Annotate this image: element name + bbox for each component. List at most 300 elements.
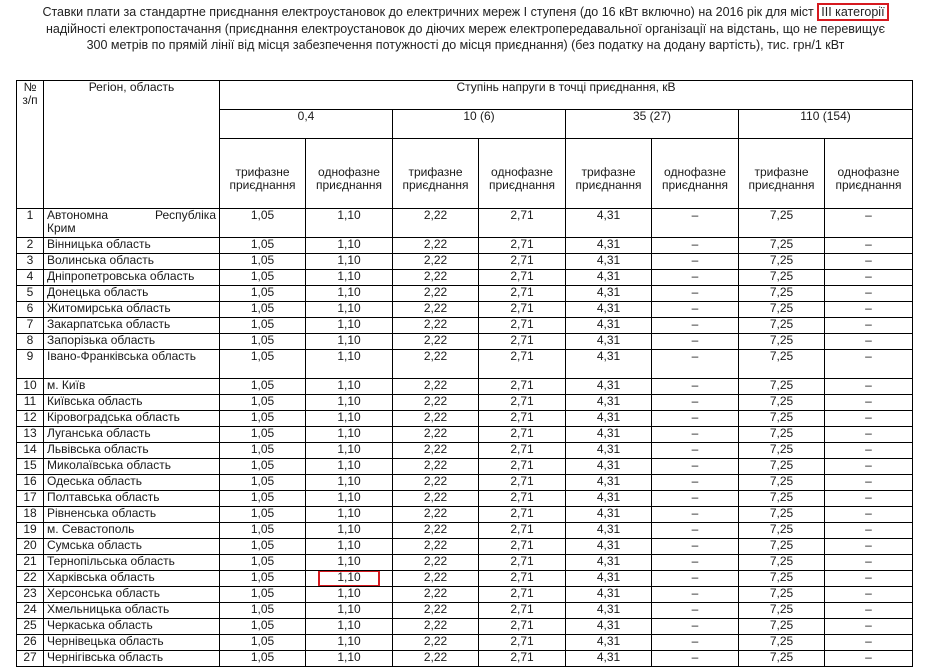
rate-cell: 1,10 [306, 302, 393, 318]
rate-cell: 4,31 [566, 523, 652, 539]
row-number: 22 [17, 571, 44, 587]
single-phase-header: однофазне приєднання [479, 139, 566, 209]
rate-cell: 2,71 [479, 379, 566, 395]
row-number: 10 [17, 379, 44, 395]
rate-cell: 2,22 [393, 539, 479, 555]
rate-cell: 1,05 [220, 379, 306, 395]
rate-cell: 7,25 [739, 286, 825, 302]
rate-cell: 1,10 [306, 443, 393, 459]
rate-cell: 2,22 [393, 491, 479, 507]
table-row [17, 619, 913, 635]
rate-cell: 7,25 [739, 395, 825, 411]
rate-cell: – [652, 411, 739, 427]
rate-cell: 2,22 [393, 427, 479, 443]
rate-cell: 2,22 [393, 443, 479, 459]
rate-cell: 1,10 [306, 539, 393, 555]
rate-cell: – [825, 571, 913, 587]
table-row [17, 603, 913, 619]
rate-cell: 1,10 [306, 475, 393, 491]
table-row [17, 475, 913, 491]
rate-cell: – [652, 238, 739, 254]
rate-cell: 2,71 [479, 635, 566, 651]
row-number: 27 [17, 651, 44, 667]
rate-cell: – [652, 651, 739, 667]
rate-cell: 4,31 [566, 635, 652, 651]
title-line3: 300 метрів по прямій лінії від місця забезпечення потужності до місця приєднання) (без податку на додану вартість), тис. грн/1 кВт [86, 38, 845, 52]
rate-cell: 1,05 [220, 635, 306, 651]
region-name: Донецька область [44, 286, 220, 302]
table-row [17, 443, 913, 459]
rate-cell: – [652, 603, 739, 619]
rate-cell: 2,71 [479, 318, 566, 334]
rate-cell: 7,25 [739, 507, 825, 523]
document-title [0, 3, 931, 53]
rate-cell: 1,10 [306, 603, 393, 619]
rate-cell: 2,71 [479, 507, 566, 523]
table-row [17, 286, 913, 302]
rate-cell: – [652, 334, 739, 350]
col-header-voltage: Ступінь напруги в точці приєднання, кВ [220, 81, 913, 110]
rate-cell: 2,71 [479, 539, 566, 555]
region-name: Київська область [44, 395, 220, 411]
row-number: 23 [17, 587, 44, 603]
table-row [17, 491, 913, 507]
rate-cell: – [652, 209, 739, 238]
rate-cell: 2,22 [393, 286, 479, 302]
rate-cell: – [652, 475, 739, 491]
rate-cell: 2,22 [393, 459, 479, 475]
rate-cell: – [652, 379, 739, 395]
rate-cell: 1,10 [306, 270, 393, 286]
three-phase-header: трифазне приєднання [220, 139, 306, 209]
row-number: 24 [17, 603, 44, 619]
rate-cell: 4,31 [566, 555, 652, 571]
rate-cell: 2,22 [393, 350, 479, 379]
row-number: 20 [17, 539, 44, 555]
region-name: Запорізька область [44, 334, 220, 350]
rate-cell: 1,10 [306, 238, 393, 254]
row-number: 15 [17, 459, 44, 475]
rate-cell: – [825, 254, 913, 270]
region-name: Житомирська область [44, 302, 220, 318]
region-name: Львівська область [44, 443, 220, 459]
rate-cell: – [825, 395, 913, 411]
rate-cell: – [652, 395, 739, 411]
highlighted-category: ІІІ категорії [817, 3, 888, 21]
rate-cell: – [652, 507, 739, 523]
rate-cell: 1,10 [306, 209, 393, 238]
region-name: м. Київ [44, 379, 220, 395]
region-name: Закарпатська область [44, 318, 220, 334]
rate-cell: 2,22 [393, 619, 479, 635]
rate-cell: 1,05 [220, 539, 306, 555]
region-name: Черкаська область [44, 619, 220, 635]
rate-cell: – [825, 459, 913, 475]
single-phase-header: однофазне приєднання [306, 139, 393, 209]
rate-cell: – [825, 318, 913, 334]
row-number: 17 [17, 491, 44, 507]
region-name: м. Севастополь [44, 523, 220, 539]
rate-cell: 1,05 [220, 427, 306, 443]
rate-cell: 2,22 [393, 571, 479, 587]
rate-cell: 2,71 [479, 350, 566, 379]
voltage-110: 110 (154) [739, 110, 913, 139]
rate-cell: 2,22 [393, 411, 479, 427]
rate-cell: 1,05 [220, 395, 306, 411]
rate-cell: 1,10 [306, 619, 393, 635]
region-name: Тернопільська область [44, 555, 220, 571]
table-row [17, 523, 913, 539]
rate-cell: – [652, 427, 739, 443]
rate-cell: – [652, 523, 739, 539]
row-number: 16 [17, 475, 44, 491]
rate-cell: 1,05 [220, 475, 306, 491]
single-phase-header: однофазне приєднання [825, 139, 913, 209]
rate-cell: 2,71 [479, 302, 566, 318]
region-name: Харківська область [44, 571, 220, 587]
table-row [17, 209, 913, 238]
rate-cell: 1,10 [306, 254, 393, 270]
rate-cell: 7,25 [739, 379, 825, 395]
rate-cell: 7,25 [739, 334, 825, 350]
table-row [17, 238, 913, 254]
rate-cell: 2,71 [479, 427, 566, 443]
rate-cell: 1,10 [306, 459, 393, 475]
rate-cell: 2,22 [393, 302, 479, 318]
row-number: 18 [17, 507, 44, 523]
rate-cell: – [652, 571, 739, 587]
region-name: Автономна Республіка Крим [44, 209, 220, 238]
region-name: Волинська область [44, 254, 220, 270]
rate-cell: 1,05 [220, 334, 306, 350]
rate-cell: 7,25 [739, 238, 825, 254]
rate-cell: 1,05 [220, 270, 306, 286]
rate-cell: 4,31 [566, 443, 652, 459]
row-number: 14 [17, 443, 44, 459]
rate-cell: 1,10 [306, 635, 393, 651]
rate-cell: 4,31 [566, 427, 652, 443]
row-number: 12 [17, 411, 44, 427]
region-name: Одеська область [44, 475, 220, 491]
region-name: Чернівецька область [44, 635, 220, 651]
rate-cell: – [825, 238, 913, 254]
rate-cell: 1,10 [306, 651, 393, 667]
rate-cell: – [825, 334, 913, 350]
rate-cell: 2,22 [393, 603, 479, 619]
rate-cell: 1,10 [306, 286, 393, 302]
rate-cell: – [825, 539, 913, 555]
rate-cell: 2,22 [393, 395, 479, 411]
rate-cell: 2,71 [479, 443, 566, 459]
rate-cell: 2,22 [393, 635, 479, 651]
rate-cell: 2,71 [479, 651, 566, 667]
rate-cell: 4,31 [566, 318, 652, 334]
table-row [17, 539, 913, 555]
rate-cell: 2,22 [393, 270, 479, 286]
table-row [17, 571, 913, 587]
rate-cell: 1,10 [306, 334, 393, 350]
rate-cell: 2,71 [479, 286, 566, 302]
region-name: Миколаївська область [44, 459, 220, 475]
table-row [17, 334, 913, 350]
rate-cell: 1,10 [306, 571, 393, 587]
row-number: 8 [17, 334, 44, 350]
region-name: Херсонська область [44, 587, 220, 603]
rate-cell: 2,22 [393, 507, 479, 523]
rate-cell: – [825, 270, 913, 286]
rate-cell: 4,31 [566, 395, 652, 411]
rate-cell: 4,31 [566, 603, 652, 619]
rate-cell: – [825, 475, 913, 491]
row-number: 13 [17, 427, 44, 443]
rate-cell: 1,10 [306, 411, 393, 427]
table-row [17, 651, 913, 667]
rate-cell: 4,31 [566, 350, 652, 379]
voltage-35: 35 (27) [566, 110, 739, 139]
table-row [17, 555, 913, 571]
rate-cell: – [652, 286, 739, 302]
single-phase-header: однофазне приєднання [652, 139, 739, 209]
row-number: 26 [17, 635, 44, 651]
region-name: Кіровоградська область [44, 411, 220, 427]
rate-cell: 1,05 [220, 302, 306, 318]
table-body [17, 209, 913, 667]
rate-cell: – [652, 270, 739, 286]
rate-cell: – [825, 587, 913, 603]
rate-cell: 4,31 [566, 571, 652, 587]
rate-cell: – [652, 350, 739, 379]
rate-cell: 1,05 [220, 238, 306, 254]
rate-cell: 7,25 [739, 635, 825, 651]
table-row [17, 587, 913, 603]
row-number: 6 [17, 302, 44, 318]
rate-cell: 4,31 [566, 475, 652, 491]
rate-cell: 7,25 [739, 571, 825, 587]
rate-cell: – [825, 651, 913, 667]
rate-cell: – [652, 459, 739, 475]
table-row [17, 302, 913, 318]
rate-cell: 7,25 [739, 209, 825, 238]
table-row [17, 254, 913, 270]
rate-cell: 2,71 [479, 475, 566, 491]
rate-cell: 4,31 [566, 379, 652, 395]
table-row [17, 459, 913, 475]
rate-cell: – [825, 302, 913, 318]
three-phase-header: трифазне приєднання [393, 139, 479, 209]
rate-cell: 1,10 [306, 587, 393, 603]
rate-cell: 1,05 [220, 555, 306, 571]
table-row [17, 350, 913, 379]
table-row [17, 395, 913, 411]
rate-cell: – [652, 302, 739, 318]
rate-cell: 2,71 [479, 491, 566, 507]
region-name: Дніпропетровська область [44, 270, 220, 286]
col-header-number: № з/п [17, 81, 44, 209]
rate-cell: 1,10 [306, 427, 393, 443]
rate-cell: 1,05 [220, 507, 306, 523]
rate-cell: 2,22 [393, 379, 479, 395]
rate-cell: 1,05 [220, 523, 306, 539]
rate-cell: – [825, 427, 913, 443]
row-number: 3 [17, 254, 44, 270]
rate-cell: 4,31 [566, 254, 652, 270]
rate-cell: 2,22 [393, 238, 479, 254]
rate-cell: 2,71 [479, 523, 566, 539]
rate-cell: 2,22 [393, 555, 479, 571]
row-number: 19 [17, 523, 44, 539]
rate-cell: 2,71 [479, 571, 566, 587]
row-number: 21 [17, 555, 44, 571]
rate-cell: 7,25 [739, 443, 825, 459]
rate-cell: 2,22 [393, 523, 479, 539]
region-name: Луганська область [44, 427, 220, 443]
title-line1: Ставки плати за стандартне приєднання електроустановок до електричних мереж І ступеня (до 16 кВт включно) на 2016 рік для міст ІІІ категорії [42, 5, 888, 19]
rate-cell: 1,05 [220, 603, 306, 619]
rate-cell: 1,10 [306, 555, 393, 571]
rate-cell: 2,22 [393, 334, 479, 350]
title-line2: надійності електропостачання (приєднання електроустановок до діючих мереж електропередавальної організації на відстань, що не перевищує [46, 22, 885, 36]
rate-cell: – [652, 619, 739, 635]
rate-cell: – [825, 443, 913, 459]
rate-cell: – [652, 635, 739, 651]
rate-cell: – [652, 539, 739, 555]
rate-cell: 1,10 [306, 523, 393, 539]
rate-cell: 1,05 [220, 286, 306, 302]
rate-cell: 2,71 [479, 459, 566, 475]
voltage-0-4: 0,4 [220, 110, 393, 139]
rate-cell: 7,25 [739, 270, 825, 286]
voltage-10: 10 (6) [393, 110, 566, 139]
row-number: 2 [17, 238, 44, 254]
rate-cell: 2,71 [479, 603, 566, 619]
rate-cell: 2,22 [393, 475, 479, 491]
rate-cell: 1,05 [220, 209, 306, 238]
rate-cell: 7,25 [739, 459, 825, 475]
rate-cell: 4,31 [566, 270, 652, 286]
rate-cell: – [825, 350, 913, 379]
rate-cell: 1,05 [220, 491, 306, 507]
rate-cell: 1,10 [306, 395, 393, 411]
rate-cell: – [825, 286, 913, 302]
rate-cell: – [825, 603, 913, 619]
region-name: Івано-Франківська область [44, 350, 220, 379]
three-phase-header: трифазне приєднання [566, 139, 652, 209]
rate-cell: 4,31 [566, 587, 652, 603]
rate-cell: 1,05 [220, 411, 306, 427]
rate-cell: 7,25 [739, 411, 825, 427]
rate-cell: – [652, 555, 739, 571]
rate-cell: 4,31 [566, 651, 652, 667]
rate-cell: 4,31 [566, 209, 652, 238]
rate-cell: – [825, 491, 913, 507]
rate-cell: 7,25 [739, 350, 825, 379]
table-row [17, 427, 913, 443]
rate-cell: 7,25 [739, 491, 825, 507]
table-row [17, 270, 913, 286]
rate-cell: 4,31 [566, 334, 652, 350]
rate-cell: 2,22 [393, 209, 479, 238]
rate-cell: 1,10 [306, 350, 393, 379]
row-number: 1 [17, 209, 44, 238]
rate-cell: – [825, 411, 913, 427]
rate-cell: 1,05 [220, 571, 306, 587]
rate-cell: 7,25 [739, 318, 825, 334]
rate-cell: 1,10 [306, 491, 393, 507]
rate-cell: 1,05 [220, 443, 306, 459]
rate-cell: 2,22 [393, 318, 479, 334]
col-header-region: Регіон, область [44, 81, 220, 209]
region-name: Сумська область [44, 539, 220, 555]
row-number: 11 [17, 395, 44, 411]
rate-cell: 2,22 [393, 254, 479, 270]
rate-cell: 2,71 [479, 270, 566, 286]
rate-cell: 1,10 [306, 507, 393, 523]
rate-cell: – [825, 555, 913, 571]
rate-cell: 1,10 [306, 318, 393, 334]
rate-cell: 2,71 [479, 395, 566, 411]
rate-cell: – [825, 635, 913, 651]
rate-cell: 2,71 [479, 209, 566, 238]
rate-cell: 1,05 [220, 254, 306, 270]
rate-cell: 1,05 [220, 318, 306, 334]
rate-cell: 7,25 [739, 254, 825, 270]
rate-cell: 4,31 [566, 539, 652, 555]
rate-cell: 7,25 [739, 427, 825, 443]
rate-cell: 7,25 [739, 475, 825, 491]
rate-cell: 2,71 [479, 238, 566, 254]
rate-cell: 2,71 [479, 334, 566, 350]
rate-cell: 7,25 [739, 523, 825, 539]
rate-cell: 1,05 [220, 459, 306, 475]
rate-cell: 7,25 [739, 587, 825, 603]
rate-cell: 2,22 [393, 651, 479, 667]
rate-cell: 2,71 [479, 254, 566, 270]
rate-cell: – [825, 619, 913, 635]
rate-cell: 4,31 [566, 459, 652, 475]
rate-cell: 2,71 [479, 555, 566, 571]
three-phase-header: трифазне приєднання [739, 139, 825, 209]
rate-cell: 2,22 [393, 587, 479, 603]
rate-cell: 2,71 [479, 587, 566, 603]
region-name: Хмельницька область [44, 603, 220, 619]
rate-cell: 2,71 [479, 411, 566, 427]
table-row [17, 411, 913, 427]
rate-cell: – [825, 507, 913, 523]
row-number: 5 [17, 286, 44, 302]
rate-cell: – [652, 587, 739, 603]
rate-cell: 1,05 [220, 587, 306, 603]
rate-cell: 2,71 [479, 619, 566, 635]
rate-cell: 4,31 [566, 411, 652, 427]
rate-cell: – [825, 379, 913, 395]
rate-cell: 7,25 [739, 555, 825, 571]
rate-cell: – [652, 318, 739, 334]
rate-cell: – [825, 209, 913, 238]
rates-table [16, 80, 913, 667]
table-row [17, 379, 913, 395]
rate-cell: – [652, 443, 739, 459]
rate-cell: 1,05 [220, 651, 306, 667]
rate-cell: 7,25 [739, 539, 825, 555]
region-name: Чернігівська область [44, 651, 220, 667]
rate-cell: 1,10 [306, 379, 393, 395]
rate-cell: 4,31 [566, 507, 652, 523]
rate-cell: 7,25 [739, 603, 825, 619]
rate-cell: – [652, 491, 739, 507]
rate-cell: 4,31 [566, 619, 652, 635]
rate-cell: – [652, 254, 739, 270]
row-number: 4 [17, 270, 44, 286]
